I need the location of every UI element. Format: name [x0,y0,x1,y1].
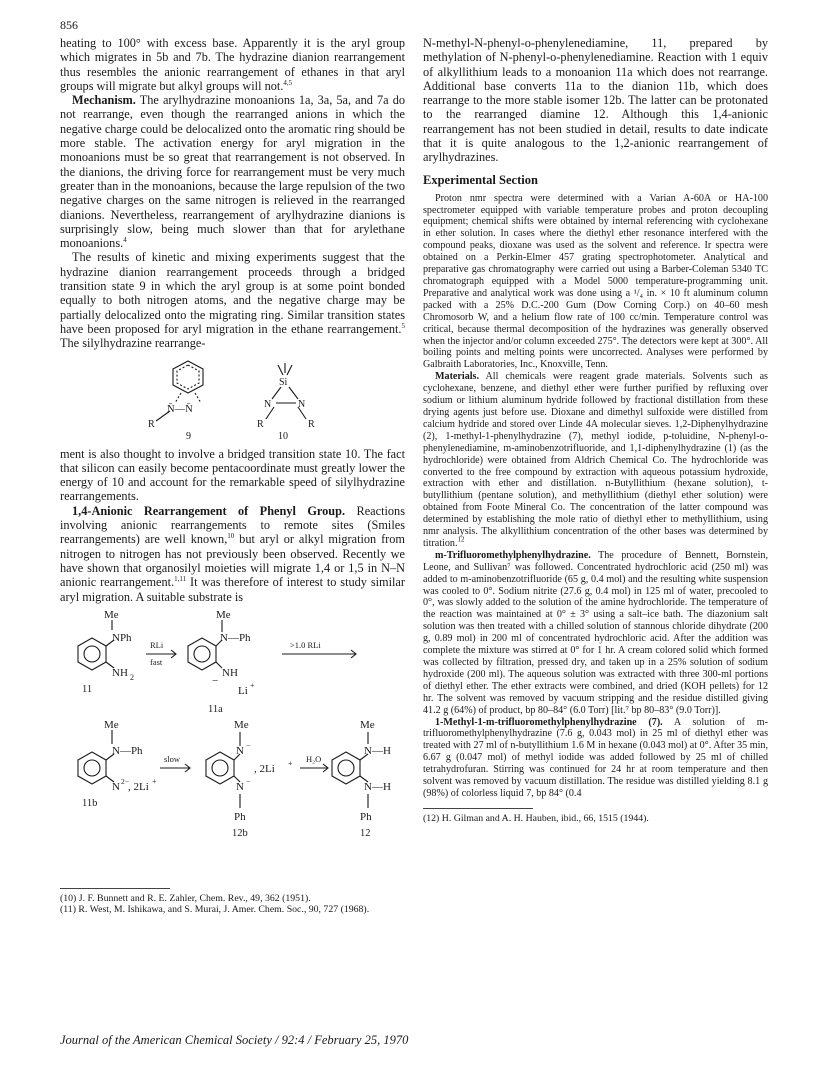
anionic-rearrangement-paragraph: 1,4-Anionic Rearrangement of Phenyl Group. Reactions involving anionic rearrangements to remote sites (Smiles rearrangements) are well known,$^{10}$ but aryl or alkyl migration from nitrogen to nitrogen has not previously been observed. Recently we have shown that organosilyl moieties will migrate 1,4 or 1,5 in N–N anionic rearrangement.$^{1,11}$ It was therefore of interest to study similar aryl migration. A suitable substrate is [60,503,405,604]
right-paragraph-1: N-methyl-N-phenyl-o-phenylenediamine, 11, prepared by methylation of N-phenyl-o-phenylenediamine. Reaction with 1 equiv of alkyllithium leads to a monoanion 11a which does not rearrange. Additional base converts 11a to the dianion 11b, which does rearrange to the more stable isomer 12b. The latter can be protonated to the rearranged diamine 12. Although this 1,4-anionic rearrangement has not been studied in detail, results to date indicate that it is quite analogous to the 1,2-anionic rearrangement of arylhydrazines. [423,36,768,165]
svg-text:+: + [288,758,293,768]
svg-text:slow: slow [164,753,181,764]
svg-text:Me: Me [360,718,375,731]
svg-text:+: + [152,776,157,786]
svg-text:12: 12 [360,827,371,839]
footnote-12: (12) H. Gilman and A. H. Hauben, ibid., 66, 1515 (1944). [423,812,649,824]
svg-text:NH: NH [222,666,238,679]
structure-10-r-right: R [308,418,315,430]
right-column [423,36,768,824]
svg-text:H₂O: H₂O [306,753,322,764]
reaction-scheme [60,608,405,880]
svg-text:NPh: NPh [112,631,132,644]
svg-text:N—Ph: N—Ph [112,744,143,757]
trifluoromethylphenylhydrazine-paragraph: m-Trifluoromethylphenylhydrazine. The procedure of Bennett, Bornstein, Leone, and Sullivan⁷ was followed. Concentrated hydrochloric acid (250 ml) was added to m-aminobenzotrifluoride (65 g, 0.4 mol) and the resulting white suspension was cooled to 0°. Sodium nitrite (27.6 g, 0.4 mol) in 125 ml of water, precooled to 0°, was slowly added to the solution of the amine hydrochloride. The temperature of the reaction was maintained at 0° ± 3° using a salt–ice bath. The diazonium salt solution was then treated with a chilled solution of stannous chloride dihydrate (200 g, 0.89 mol) in 200 ml of concentrated hydrochloric acid. After the addition was complete the mixture was stirred at 0° for 1 hr. A cream colored solid which formed was collected by filtration, pressed dry, and taken up in a 25% solution of sodium hydroxide (200 ml). The aqueous solution was extracted with three 300-ml portions of diethyl ether. The ether extracts were combined, and dried (KOH pellets) for 12 hr. The solvent was removed by vacuum stripping and the residue distilled giving 41.2 g (64%) of product, bp 80–84° (6.0 Torr) [lit.⁷ bp 80–83° (9.0 Torr)]. [423,549,768,716]
svg-text:−: − [212,674,219,687]
svg-text:NH: NH [112,666,128,679]
footnote-rule-right [423,808,533,809]
page-number: 856 [60,18,78,32]
svg-text:, 2Li: , 2Li [128,780,149,793]
left-paragraph-4: ment is also thought to involve a bridged transition state 10. The fact that silicon can easily become pentacoordinate must greatly lower the energy of 10 and account for the remarkable speed of silylhydrazine rearrangements. [60,446,405,504]
svg-text:N—H: N—H [364,780,391,793]
footnote-10: (10) J. F. Bunnett and R. E. Zahler, Chem. Rev., 49, 362 (1951). [60,892,311,904]
svg-text:Ph: Ph [234,810,246,823]
svg-text:2: 2 [130,672,134,682]
svg-text:2−: 2− [121,776,129,786]
left-column [60,36,405,916]
svg-text:>1.0 RLi: >1.0 RLi [290,639,321,650]
svg-text:11: 11 [82,683,93,695]
mechanism-paragraph: Mechanism. The arylhydrazine monoanions 1a, 3a, 5a, and 7a do not rearrange, even though the rearranged anions in which the negative charge could be delocalized onto the aromatic ring should be more stable. The activation energy for aryl migration in the monoanions must be so great that rearrangement is not observed. In the dianions, the driving force for rearrangement must be very much greater than in the monoanions, because the large repulsion of the two negative charges on the same nitrogen is relieved in the rearranged dianions. Nevertheless, rearrangement of arylhydrazine dianions is surprisingly slow, being much slower than that for arylethane monoanions.$^4$ [60,93,405,251]
svg-text:Me: Me [216,608,231,621]
svg-text:fast: fast [150,656,163,667]
svg-text:N—H: N—H [364,744,391,757]
structure-9-nn: N̄—N̄ [167,403,193,415]
svg-text:12b: 12b [232,827,248,839]
transition-state-structures [60,355,405,441]
svg-text:11a: 11a [208,703,223,715]
left-paragraph-3: The results of kinetic and mixing experiments suggest that the hydrazine dianion rearrangement proceeds through a bridged transition state 9 in which the aryl group is at some point bonded equally to both nitrogen atoms, and the negative charge may be partially delocalized onto the migrating ring. Similar transition states have been proposed for aryl migration in the ethane rearrangement.$^5$ The silylhydrazine rearrange- [60,250,405,351]
structure-10-si: Si [279,376,288,388]
structure-10 [266,363,306,419]
structure-9-r: R [148,418,155,430]
footnote-11: (11) R. West, M. Ishikawa, and S. Murai, J. Amer. Chem. Soc., 90, 727 (1968). [60,904,370,916]
materials-paragraph: Materials. All chemicals were reagent grade materials. Solvents such as cyclohexane, benzene, and diethyl ether were further purified by refluxing over sodium or lithium aluminum hydride followed by fractional distillation from these drying agents just before use. Dioxane and dimethyl sulfoxide were distilled from calcium hydride and stored over Linde 4A molecular sieves. 1,2-Diphenylhydrazine (2), 1-methyl-1-phenylhydrazine (7), methyl iodide, p-toluidine, N-phenyl-o-phenylenediamine, m-aminobenzotrifluoride, and 1,1-diphenylhydrazine (1) (as the hydrochloride) were obtained from Aldrich Chemical Co. The hydrochloride was converted to the free compound by extraction with aqueous potassium hydroxide, extraction with ether and distillation. n-Butyllithium (hexane solution), t-butyllithium (pentane solution), and methyllithium (diethyl ether solution) were obtained from Foote Mineral Co. The concentration of the latter compound was determined by establishing the mole ratio of diethyl ether to methyllithium, using nmr analysis. The alkyllithium concentration of the other bases was determined by titration.$^{12}$ [423,371,768,549]
experimental-section-heading: Experimental Section [423,172,538,187]
structure-10-r-left: R [257,418,264,430]
svg-text:N: N [236,744,244,757]
footnote-rule-left [60,888,170,889]
methyl-trifluoromethylphenylhydrazine-paragraph: 1-Methyl-1-m-trifluoromethylphenylhydrazine (7). A solution of m-trifluoromethylphenylhydrazine (7.6 g, 0.043 mol) in 25 ml of diethyl ether was treated with 27 ml of n-butyllithium 1.6 M in hexane (0.043 mol) at 0°. After 35 min, 6.67 g (0.047 mol) of methyl iodide was added followed by 25 ml of chilled tetrahydrofuran. Stirring was continued for 24 hr at room temperature and then solvent was removed by vacuum distillation. The residue was distilled yielding 8.1 g (98%) of colorless liquid 7, bp 84° (0.4 [423,716,768,799]
svg-text:+: + [250,680,255,690]
svg-text:N—Ph: N—Ph [220,631,251,644]
svg-text:Me: Me [104,718,119,731]
structure-10-number: 10 [278,430,288,441]
svg-text:, 2Li: , 2Li [254,762,275,775]
structure-9-number: 9 [186,430,191,441]
svg-text:−: − [246,776,251,786]
svg-text:N: N [112,780,120,793]
svg-text:11b: 11b [82,797,98,809]
svg-text:−: − [246,740,251,750]
svg-text:Me: Me [104,608,119,621]
experimental-paragraph: Proton nmr spectra were determined with a Varian A-60A or HA-100 spectrometer equipped with variable temperature probes and proton decoupling equipment; chemical shifts were obtained by internal referencing with cyclohexane in ether solution. In cases where the diethyl ether resonance interfered with the compound peaks, dioxane was used as the solvent and reference. Ir spectra were obtained on a Perkin-Elmer 457 grating spectrophotometer. Analytical and preparative gas chromatography were carried out using a Barber-Coleman 5340 TC chromatograph equipped with a Model 5000 temperature-programming unit. Preparative and analytical work was done using a ¹/₄ in. × 10 ft aluminum column packed with a 25% D.C.-200 Gum (Dow Corning Corp.) on 40–60 mesh Chromosorb W, and a helium flow rate of 100 cc/min. Temperature control was critical, because thermal decomposition of the hydrazines was generally observed when the injector and/or column exceeded 275°. The detectors were kept at 300°. All boiling points and melting points were uncorrected. Analyses were performed by Galbraith Laboratories, Inc., Knoxville, Tenn. [423,192,768,371]
structure-10-n-left: N [264,398,272,410]
svg-text:RLi: RLi [150,639,164,650]
structure-10-n-right: N [298,398,306,410]
journal-footer: Journal of the American Chemical Society / 92:4 / February 25, 1970 [60,1033,409,1047]
svg-text:Li: Li [238,684,248,697]
svg-text:N: N [236,780,244,793]
svg-text:Ph: Ph [360,810,372,823]
left-paragraph-1: heating to 100° with excess base. Apparently it is the aryl group which migrates in 5b and 7b. The hydrazine dianion rearrangement thus resembles the anionic rearrangement of ethanes in that aryl groups will migrate but alkyl groups will not.$^{4,5}$ [60,36,405,93]
svg-text:Me: Me [234,718,249,731]
